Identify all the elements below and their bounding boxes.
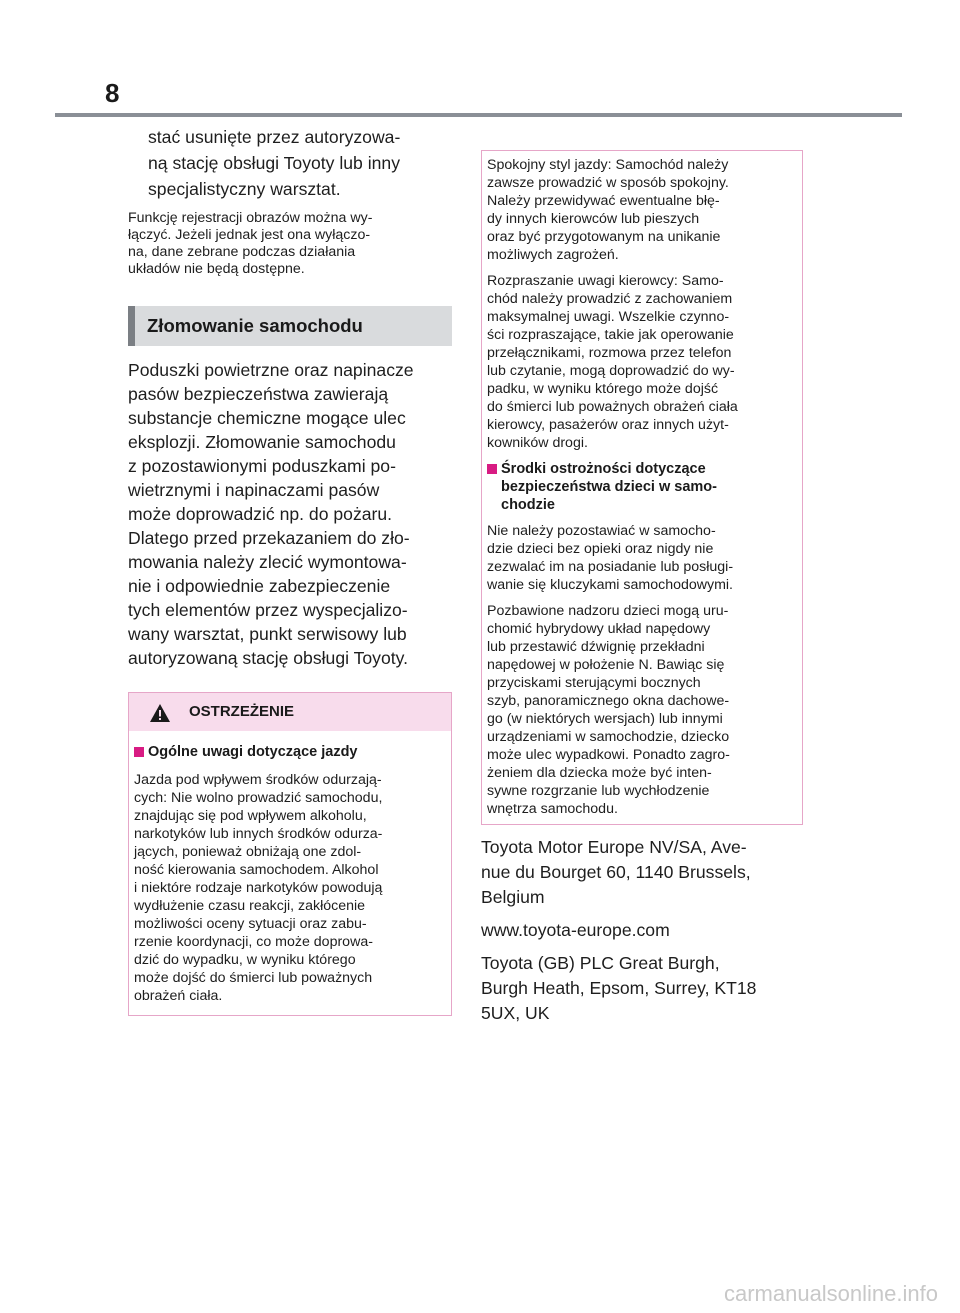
square-bullet-icon: [134, 747, 144, 757]
text-line: Toyota (GB) PLC Great Burgh,: [481, 953, 720, 973]
text-line: żeniem dla dziecka może być inten-: [487, 765, 712, 781]
page-number: 8: [105, 78, 120, 108]
address-paragraph: [481, 835, 803, 910]
text-line: i niektóre rodzaje narkotyków powodują: [134, 880, 383, 896]
text-line: urządzeniami w samochodzie, dziecko: [487, 729, 730, 745]
text-line: nue du Bourget 60, 1140 Brussels,: [481, 862, 751, 882]
text-line: Burgh Heath, Epsom, Surrey, KT18: [481, 978, 757, 998]
text-line: szyb, panoramicznego okna dachowe-: [487, 693, 730, 709]
text-line: 5UX, UK: [481, 1003, 550, 1023]
header-rule: [55, 113, 902, 117]
text-line: substancje chemiczne mogące ulec: [128, 408, 406, 428]
warning-box: [128, 692, 452, 1016]
text-line: kierowcy, pasażerów oraz innych użyt-: [487, 417, 729, 433]
text-line: dzić do wypadku, w wyniku którego: [134, 952, 356, 968]
text-line: Spokojny styl jazdy: Samochód należy: [487, 157, 729, 173]
text-line: Toyota Motor Europe NV/SA, Ave-: [481, 837, 747, 857]
text-line: mowania należy zlecić wymontowa-: [128, 552, 407, 572]
warning-body: [129, 731, 451, 1015]
text-line: wietrznymi i napinaczami pasów: [128, 480, 380, 500]
text-line: dy innych kierowców lub pieszych: [487, 211, 700, 227]
text-line: jących, ponieważ obniżają one zdol-: [134, 844, 362, 860]
note-paragraph: [128, 210, 452, 278]
text-line: rzenie koordynacji, co może doprowa-: [134, 934, 373, 950]
warning-subheading: [134, 743, 446, 761]
text-line: specjalistyczny warsztat.: [148, 179, 341, 199]
text-line: może doprowadzić np. do pożaru.: [128, 504, 393, 524]
text-line: narkotyków lub innych środków odurza-: [134, 826, 383, 842]
text-line: z pozostawionymi poduszkami po-: [128, 456, 396, 476]
text-line: Nie należy pozostawiać w samocho-: [487, 523, 716, 539]
website-link[interactable]: www.toyota-europe.com: [481, 920, 670, 940]
text-line: wany warsztat, punkt serwisowy lub: [128, 624, 407, 644]
text-line: Środki ostrożności dotyczące: [501, 461, 706, 477]
subheading-text: Ogólne uwagi dotyczące jazdy: [148, 744, 358, 760]
text-line: Dlatego przed przekazaniem do zło-: [128, 528, 410, 548]
text-line: lub przestawić dźwignię przekładni: [487, 639, 705, 655]
left-column: [128, 124, 452, 1016]
text-line: obrażeń ciała.: [134, 988, 223, 1004]
text-line: możliwych zagrożeń.: [487, 247, 619, 263]
text-line: lub czytanie, mogą doprowadzić do wy-: [487, 363, 735, 379]
text-line: eksplozji. Złomowanie samochodu: [128, 432, 396, 452]
text-line: Jazda pod wpływem środków odurzają-: [134, 772, 382, 788]
text-line: na, dane zebrane podczas działania: [128, 244, 356, 260]
text-line: przyciskami sterującymi bocznych: [487, 675, 701, 691]
text-line: ną stację obsługi Toyoty lub inny: [148, 153, 401, 173]
text-line: nie i odpowiednie zabezpieczenie: [128, 576, 391, 596]
text-line: może dojść do śmierci lub poważnych: [134, 970, 373, 986]
square-bullet-icon: [487, 464, 497, 474]
text-line: bezpieczeństwa dzieci w samo-: [501, 479, 717, 495]
text-line: oraz być przygotowanym na unikanie: [487, 229, 721, 245]
text-line: stać usunięte przez autoryzowa-: [148, 127, 401, 147]
text-line: dzie dzieci bez opieki oraz nigdy nie: [487, 541, 714, 557]
text-line: pasów bezpieczeństwa zawierają: [128, 384, 389, 404]
child-safety-subheading: [487, 460, 797, 514]
text-line: wydłużenie czasu reakcji, zakłócenie: [134, 898, 366, 914]
warning-continuation-box: [481, 150, 803, 825]
text-line: Pozbawione nadzoru dzieci mogą uru-: [487, 603, 729, 619]
uk-address-paragraph: [481, 951, 803, 1026]
text-line: go (w niektórych wersjach) lub innymi: [487, 711, 723, 727]
text-line: napędowej w położenie N. Bawiąc się: [487, 657, 725, 673]
unattended-children-paragraph: [487, 522, 797, 594]
right-column: [481, 150, 803, 1034]
text-line: chód należy prowadzić z zachowaniem: [487, 291, 733, 307]
section-heading: Złomowanie samochodu: [128, 306, 452, 346]
text-line: przełącznikami, rozmowa przez telefon: [487, 345, 732, 361]
watermark: carmanualsonline.info: [723, 1281, 938, 1306]
text-line: tych elementów przez wyspecjalizo-: [128, 600, 408, 620]
text-line: ści rozpraszające, takie jak operowanie: [487, 327, 734, 343]
text-line: Funkcję rejestracji obrazów można wy-: [128, 210, 373, 226]
text-line: ność kierowania samochodem. Alkohol: [134, 862, 379, 878]
text-line: maksymalnej uwagi. Wszelkie czynno-: [487, 309, 730, 325]
lead-paragraph: [148, 124, 452, 202]
text-line: Rozpraszanie uwagi kierowcy: Samo-: [487, 273, 724, 289]
calm-driving-paragraph: [487, 156, 797, 264]
contact-info: [481, 835, 803, 1026]
warning-triangle-icon: [149, 703, 171, 723]
text-line: padku, w wyniku którego może dojść: [487, 381, 719, 397]
text-line: wanie się kluczykami samochodowymi.: [487, 577, 734, 593]
text-line: Należy przewidywać ewentualne błę-: [487, 193, 720, 209]
text-line: do śmierci lub poważnych obrażeń ciała: [487, 399, 738, 415]
warning-header: [129, 693, 451, 731]
text-line: może ulec wypadkowi. Ponadto zagro-: [487, 747, 730, 763]
child-hazards-paragraph: [487, 602, 797, 818]
text-line: wnętrza samochodu.: [487, 801, 618, 817]
warning-text: [134, 771, 446, 1005]
text-line: układów nie będą dostępne.: [128, 261, 305, 277]
distraction-paragraph: [487, 272, 797, 452]
text-line: cych: Nie wolno prowadzić samochodu,: [134, 790, 383, 806]
text-line: chomić hybrydowy układ napędowy: [487, 621, 711, 637]
text-line: zezwalać im na posiadanie lub posługi-: [487, 559, 734, 575]
text-line: autoryzowaną stację obsługi Toyoty.: [128, 648, 409, 668]
text-line: zawsze prowadzić w sposób spokojny.: [487, 175, 729, 191]
text-line: łączyć. Jeżeli jednak jest ona wyłączo-: [128, 227, 371, 243]
text-line: chodzie: [501, 497, 555, 513]
text-line: możliwości oceny sytuacji oraz zabu-: [134, 916, 367, 932]
text-line: Belgium: [481, 887, 545, 907]
text-line: znajdując się pod wpływem alkoholu,: [134, 808, 367, 824]
warning-title: OSTRZEŻENIE: [189, 703, 295, 720]
body-paragraph: [128, 358, 452, 670]
text-line: Poduszki powietrzne oraz napinacze: [128, 360, 414, 380]
text-line: sywne rozgrzanie lub wychłodzenie: [487, 783, 710, 799]
text-line: kowników drogi.: [487, 435, 588, 451]
